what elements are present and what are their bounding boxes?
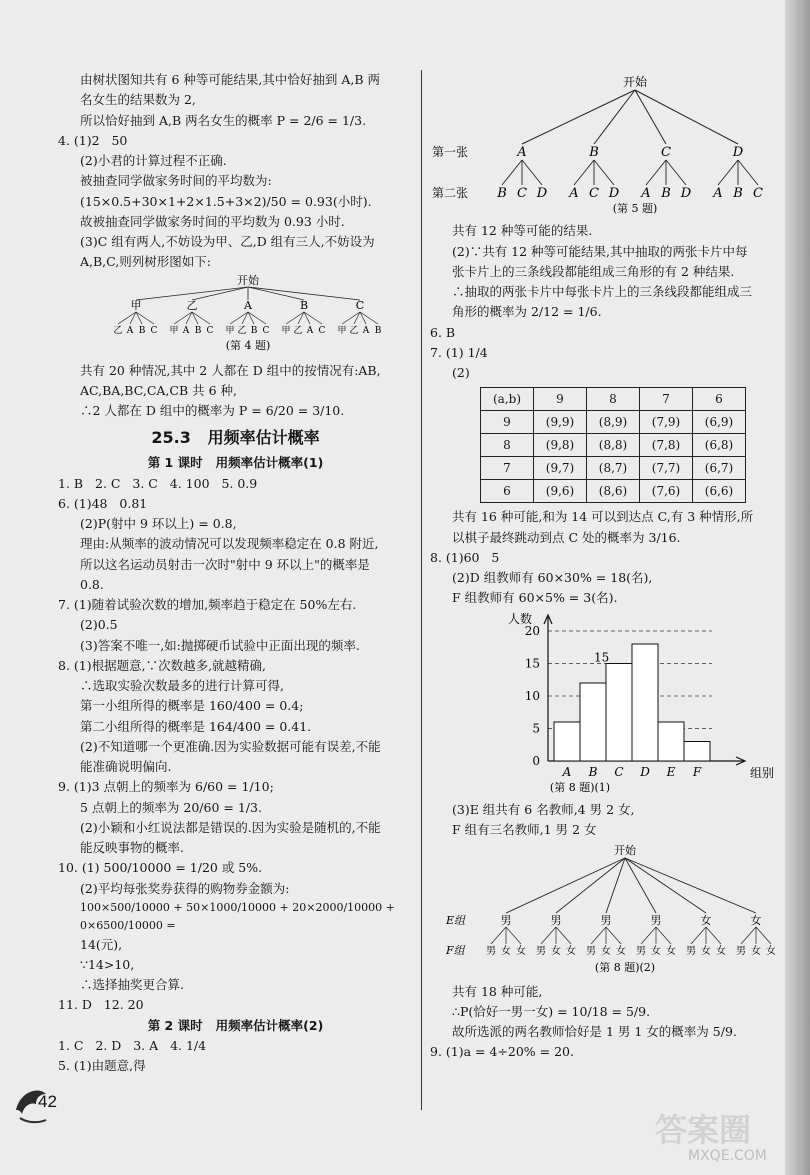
tree-leaf: 女: [666, 946, 676, 958]
text-line: 张卡片上的三条线段都能组成三角形的有 2 种结果.: [452, 263, 735, 279]
tree-branch: [718, 160, 738, 185]
table-cell: (7,6): [640, 480, 693, 503]
tree-node: 男: [650, 914, 662, 928]
tree-leaf: 女: [566, 946, 576, 958]
text-line: 7. (1) 1/4: [430, 344, 488, 360]
tree-leaf: A: [713, 186, 723, 201]
tree-node: C: [661, 145, 671, 160]
text-line: AC,BA,BC,CA,CB 共 6 种,: [80, 383, 237, 398]
text-line: 能反映事物的概率.: [80, 840, 184, 856]
table-cell: 9: [481, 411, 534, 434]
watermark-url: MXQE.COM: [688, 1148, 767, 1164]
tree-branch: [646, 160, 666, 185]
text-line: 8. (1)根据题意,∵次数越多,就越精确,: [58, 657, 267, 673]
tree-branch: [506, 927, 521, 944]
bar: [606, 663, 632, 761]
table-cell: (6,7): [693, 457, 746, 480]
text-line: F 组教师有 60×5% = 3(名).: [452, 590, 618, 606]
tree-leaf: D: [608, 186, 620, 201]
tree-branch: [625, 858, 656, 913]
tree-branch: [541, 927, 556, 944]
tree-row-label: 第二张: [432, 186, 469, 200]
tree-leaf: A: [362, 325, 370, 336]
tree-leaf: C: [517, 186, 527, 201]
tree-branch: [641, 927, 656, 944]
tree-leaf: 甲: [169, 325, 179, 336]
tree-branch: [666, 160, 686, 185]
y-tick-label: 15: [524, 656, 540, 670]
text-line: ∴2 人都在 D 组中的概率为 P = 6/20 = 3/10.: [80, 403, 345, 419]
tree-leaf: 男: [686, 946, 696, 958]
text-line: (2)小颖和小红说法都是错误的.因为实验是随机的,不能: [80, 819, 381, 835]
text-line: 1. C 2. D 3. A 4. 1/4: [58, 1037, 207, 1053]
watermark: 答案圈: [655, 1111, 752, 1149]
text-line: 以棋子最终跳动到点 C 处的概率为 3/16.: [452, 529, 681, 545]
table-cell: (8,7): [587, 457, 640, 480]
tree-leaf: C: [150, 325, 158, 336]
tree-branch: [502, 160, 522, 185]
tree-leaf: A: [182, 325, 190, 336]
tree-leaf: 女: [516, 946, 526, 958]
text-line: 第一小组所得的概率是 160/400 = 0.4;: [80, 698, 304, 714]
table-cell: (7,7): [640, 457, 693, 480]
tree-node: A: [244, 298, 252, 312]
tree-leaf: 男: [586, 946, 596, 958]
text-line: 角形的概率为 2/12 = 1/6.: [452, 304, 602, 320]
table-cell: (9,6): [534, 480, 587, 503]
tree-leaf: 乙: [237, 325, 247, 336]
tree-leaf: 甲: [337, 325, 347, 336]
x-tick-label: F: [692, 764, 702, 779]
text-line: ∴选取实验次数最多的进行计算可得,: [80, 678, 284, 694]
tree-node: 男: [600, 914, 612, 928]
tree-branch: [656, 927, 671, 944]
text-line: 7. (1)随着试验次数的增加,频率趋于稳定在 50%左右.: [58, 597, 357, 613]
tree-leaf: A: [569, 186, 579, 201]
tree-row-label: F组: [446, 944, 465, 958]
text-line: (2)平均每张奖券获得的购物券金额为:: [80, 880, 290, 896]
tree-branch: [625, 858, 756, 913]
y-tick-label: 20: [524, 623, 540, 638]
text-line: 14(元),: [80, 936, 123, 952]
tree-leaf: A: [126, 325, 134, 336]
tree-leaf: B: [250, 325, 258, 336]
tree-leaf: 乙: [349, 325, 359, 336]
tree-leaf: C: [589, 186, 599, 201]
tree-root: 开始: [622, 75, 648, 89]
text-line: 9. (1)a = 4÷20% = 20.: [430, 1044, 574, 1060]
tree-leaf: 男: [736, 946, 746, 958]
table-cell: (9,9): [534, 411, 587, 434]
tree-branch: [594, 160, 614, 185]
text-line: 所以恰好抽到 A,B 两名女生的概率 P = 2/6 = 1/3.: [80, 112, 367, 128]
tree-diagram-q4: [58, 273, 413, 355]
tree-branch: [591, 927, 606, 944]
text-line: 4. (1)2 50: [58, 132, 128, 148]
bar: [684, 741, 710, 761]
tree-leaf: B: [374, 325, 382, 336]
tree-node: 男: [550, 914, 562, 928]
text-line: 1. B 2. C 3. C 4. 100 5. 0.9: [58, 475, 258, 491]
tree-row-label: 第一张: [432, 145, 469, 159]
tree-leaf: A: [306, 325, 314, 336]
table-cell: 8: [587, 388, 640, 411]
tree-branch: [491, 927, 506, 944]
text-line: 6. B: [430, 324, 456, 340]
section-title: 25.3 用频率估计概率: [151, 427, 320, 447]
text-line: 9. (1)3 点朝上的频率为 6/60 = 1/10;: [58, 779, 274, 795]
x-tick-label: A: [562, 764, 572, 779]
tree-leaf: D: [680, 186, 692, 201]
tree-branch: [606, 858, 625, 913]
text-line: 被抽查同学做家务时间的平均数为:: [80, 173, 272, 189]
column-divider: [421, 70, 422, 1110]
figure-caption: (第 5 题): [612, 202, 658, 215]
text-line: 共有 16 种可能,和为 14 可以到达点 C,有 3 种情形,所: [452, 509, 754, 525]
lesson-title: 第 1 课时 用频率估计概率(1): [147, 455, 324, 471]
text-line: 共有 12 种等可能的结果.: [452, 223, 593, 239]
x-tick-label: C: [614, 764, 624, 779]
text-line: 理由:从频率的波动情况可以发现频率稳定在 0.8 附近,: [80, 536, 379, 552]
text-line: 能准确说明偏向.: [80, 759, 172, 775]
table-header-row: [481, 388, 746, 411]
text-line: (2)小君的计算过程不正确.: [80, 153, 227, 168]
text-line: ∴P(恰好一男一女) = 10/18 = 5/9.: [452, 1003, 651, 1019]
text-line: 共有 18 种可能,: [452, 983, 543, 999]
tree-leaf: 男: [536, 946, 546, 958]
tree-root: 开始: [614, 844, 636, 858]
text-line: (2)∵共有 12 种等可能结果,其中抽取的两张卡片中每: [452, 243, 748, 259]
text-line: (2)0.5: [80, 617, 118, 633]
table-cell: (7,8): [640, 434, 693, 457]
text-line: (3)答案不唯一,如:抛掷硬币试验中正面出现的频率.: [80, 637, 360, 653]
tree-leaf: 女: [716, 946, 726, 958]
table-cell: 6: [693, 388, 746, 411]
x-tick-label: E: [666, 764, 676, 779]
tree-diagram-q8: [430, 840, 775, 975]
table-cell: (8,8): [587, 434, 640, 457]
table-cell: (8,6): [587, 480, 640, 503]
tree-leaf: C: [753, 186, 763, 201]
text-line: (2)P(射中 9 环以上) = 0.8,: [80, 516, 237, 532]
text-line: 100×500/10000 + 50×1000/10000 + 20×2000/10000 + 0×6500/10000 =: [80, 900, 399, 932]
text-line: 5 点朝上的频率为 20/60 = 1/3.: [80, 799, 262, 815]
tree-branch: [625, 858, 706, 913]
text-line: (3)E 组共有 6 名教师,4 男 2 女,: [452, 801, 635, 817]
text-line: 由树状图知共有 6 种等可能结果,其中恰好抽到 A,B 两: [80, 72, 381, 87]
text-line: 8. (1)60 5: [430, 549, 500, 565]
tree-leaf: 男: [486, 946, 496, 958]
book-spine: [785, 0, 810, 1175]
tree-branch: [594, 90, 635, 144]
bar-chart-q8: [430, 609, 775, 794]
tree-branch: [741, 927, 756, 944]
lesson-title: 第 2 课时 用频率估计概率(2): [147, 1017, 324, 1033]
figure-caption: (第 4 题): [225, 338, 271, 352]
table-cell: (6,8): [693, 434, 746, 457]
tree-leaf: B: [138, 325, 146, 336]
tree-leaf: 女: [651, 946, 661, 958]
tree-branch: [706, 927, 721, 944]
tree-leaf: 女: [501, 946, 511, 958]
table-cell: 6: [481, 480, 534, 503]
tree-branch: [738, 160, 758, 185]
tree-node: 女: [750, 914, 762, 928]
text-line: 6. (1)48 0.81: [58, 495, 148, 511]
text-line: 10. (1) 500/10000 = 1/20 或 5%.: [58, 860, 263, 876]
tree-branch: [556, 927, 571, 944]
left-column: [58, 70, 413, 1076]
bar: [658, 722, 684, 761]
tree-branch: [248, 287, 304, 300]
table-cell: (9,8): [534, 434, 587, 457]
data-label: 15: [594, 650, 610, 664]
table-cell: 8: [481, 434, 534, 457]
text-line: 5. (1)由题意,得: [58, 1058, 146, 1074]
table-row: [481, 480, 746, 503]
text-line: ∵14>10,: [80, 956, 135, 972]
text-line: 共有 20 种情况,其中 2 人都在 D 组中的按情况有:AB,: [80, 362, 381, 378]
text-line: 故所选派的两名教师恰好是 1 男 1 女的概率为 5/9.: [452, 1024, 737, 1039]
tree-branch: [522, 90, 635, 144]
y-tick-label: 5: [532, 721, 540, 735]
tree-node: B: [589, 145, 599, 160]
tree-leaf: 甲: [281, 325, 291, 336]
tree-row-label: E组: [446, 914, 466, 928]
text-line: 名女生的结果数为 2,: [80, 92, 196, 108]
tree-branch: [691, 927, 706, 944]
tree-leaf: 女: [601, 946, 611, 958]
text-line: 0.8.: [80, 576, 104, 592]
tree-branch: [522, 160, 542, 185]
tree-node: 甲: [130, 298, 142, 312]
bar: [632, 644, 658, 761]
tree-node: 男: [500, 914, 512, 928]
text-line: 所以这名运动员射击一次时"射中 9 环以上"的概率是: [80, 556, 370, 572]
text-line: 11. D 12. 20: [58, 997, 144, 1013]
x-tick-label: B: [588, 764, 598, 779]
tree-leaf: B: [661, 186, 671, 201]
tree-branch: [192, 287, 248, 300]
text-line: (2)不知道哪一个更准确.因为实验数据可能有误差,不能: [80, 738, 381, 754]
bar: [580, 683, 606, 761]
table-row: [481, 434, 746, 457]
text-line: (15×0.5+30×1+2×1.5+3×2)/50 = 0.93(小时).: [80, 193, 372, 209]
tree-leaf: B: [497, 186, 507, 201]
tree-leaf: 女: [701, 946, 711, 958]
tree-leaf: 女: [551, 946, 561, 958]
tree-leaf: A: [641, 186, 651, 201]
table-row: [481, 457, 746, 480]
table-cell: 7: [640, 388, 693, 411]
right-column: [430, 70, 775, 1063]
tree-leaf: 女: [766, 946, 775, 958]
figure-caption: (第 8 题)(2): [594, 961, 656, 975]
table-cell: (7,9): [640, 411, 693, 434]
tree-leaf: 乙: [293, 325, 303, 336]
tree-node: 乙: [186, 298, 198, 312]
tree-node: 女: [700, 914, 712, 928]
text-line: F 组有三名教师,1 男 2 女: [452, 822, 597, 837]
y-tick-label: 10: [524, 688, 540, 703]
tree-node: B: [299, 298, 309, 312]
tree-leaf: C: [262, 325, 270, 336]
tree-leaf: B: [194, 325, 202, 336]
y-axis-label: 人数: [508, 611, 533, 626]
figure-caption: (第 8 题)(1): [549, 780, 611, 794]
tree-leaf: 乙: [113, 325, 123, 336]
tree-node: D: [732, 145, 744, 160]
text-line: 故被抽查同学做家务时间的平均数为 0.93 小时.: [80, 213, 345, 229]
tree-leaf: 甲: [225, 325, 235, 336]
tree-leaf: 女: [751, 946, 761, 958]
tree-root: 开始: [237, 273, 259, 287]
x-tick-label: D: [640, 764, 650, 779]
tree-leaf: 女: [616, 946, 626, 958]
tree-node: A: [517, 145, 527, 160]
table-cell: (a,b): [481, 388, 534, 411]
table-cell: 9: [534, 388, 587, 411]
tree-branch: [756, 927, 771, 944]
tree-branch: [506, 858, 625, 913]
text-line: ∴选择抽奖更合算.: [80, 977, 184, 993]
page-number: 42: [38, 1092, 57, 1111]
text-line: ∴抽取的两张卡片中每张卡片上的三条线段都能组成三: [452, 284, 753, 299]
text-line: (2)D 组教师有 60×30% = 18(名),: [452, 570, 653, 585]
tree-leaf: C: [318, 325, 326, 336]
table-q7: [480, 387, 746, 503]
tree-leaf: B: [733, 186, 743, 201]
tree-leaf: 男: [636, 946, 646, 958]
text-line: A,B,C,则列树形图如下:: [80, 254, 211, 270]
table-cell: 7: [481, 457, 534, 480]
text-line: (3)C 组有两人,不妨设为甲、乙,D 组有三人,不妨设为: [80, 234, 375, 249]
table-cell: (6,6): [693, 480, 746, 503]
tree-node: C: [355, 298, 365, 312]
tree-leaf: D: [536, 186, 548, 201]
table-cell: (6,9): [693, 411, 746, 434]
y-tick-label: 0: [532, 753, 540, 768]
tree-diagram-q5: [430, 70, 775, 215]
table-row: [481, 411, 746, 434]
x-axis-label: 组别: [750, 765, 775, 780]
tree-branch: [574, 160, 594, 185]
bar: [554, 722, 580, 761]
text-line: (2): [452, 365, 470, 380]
tree-branch: [606, 927, 621, 944]
table-cell: (9,7): [534, 457, 587, 480]
tree-leaf: C: [206, 325, 214, 336]
text-line: 第二小组所得的概率是 164/400 = 0.41.: [80, 718, 312, 734]
table-cell: (8,9): [587, 411, 640, 434]
